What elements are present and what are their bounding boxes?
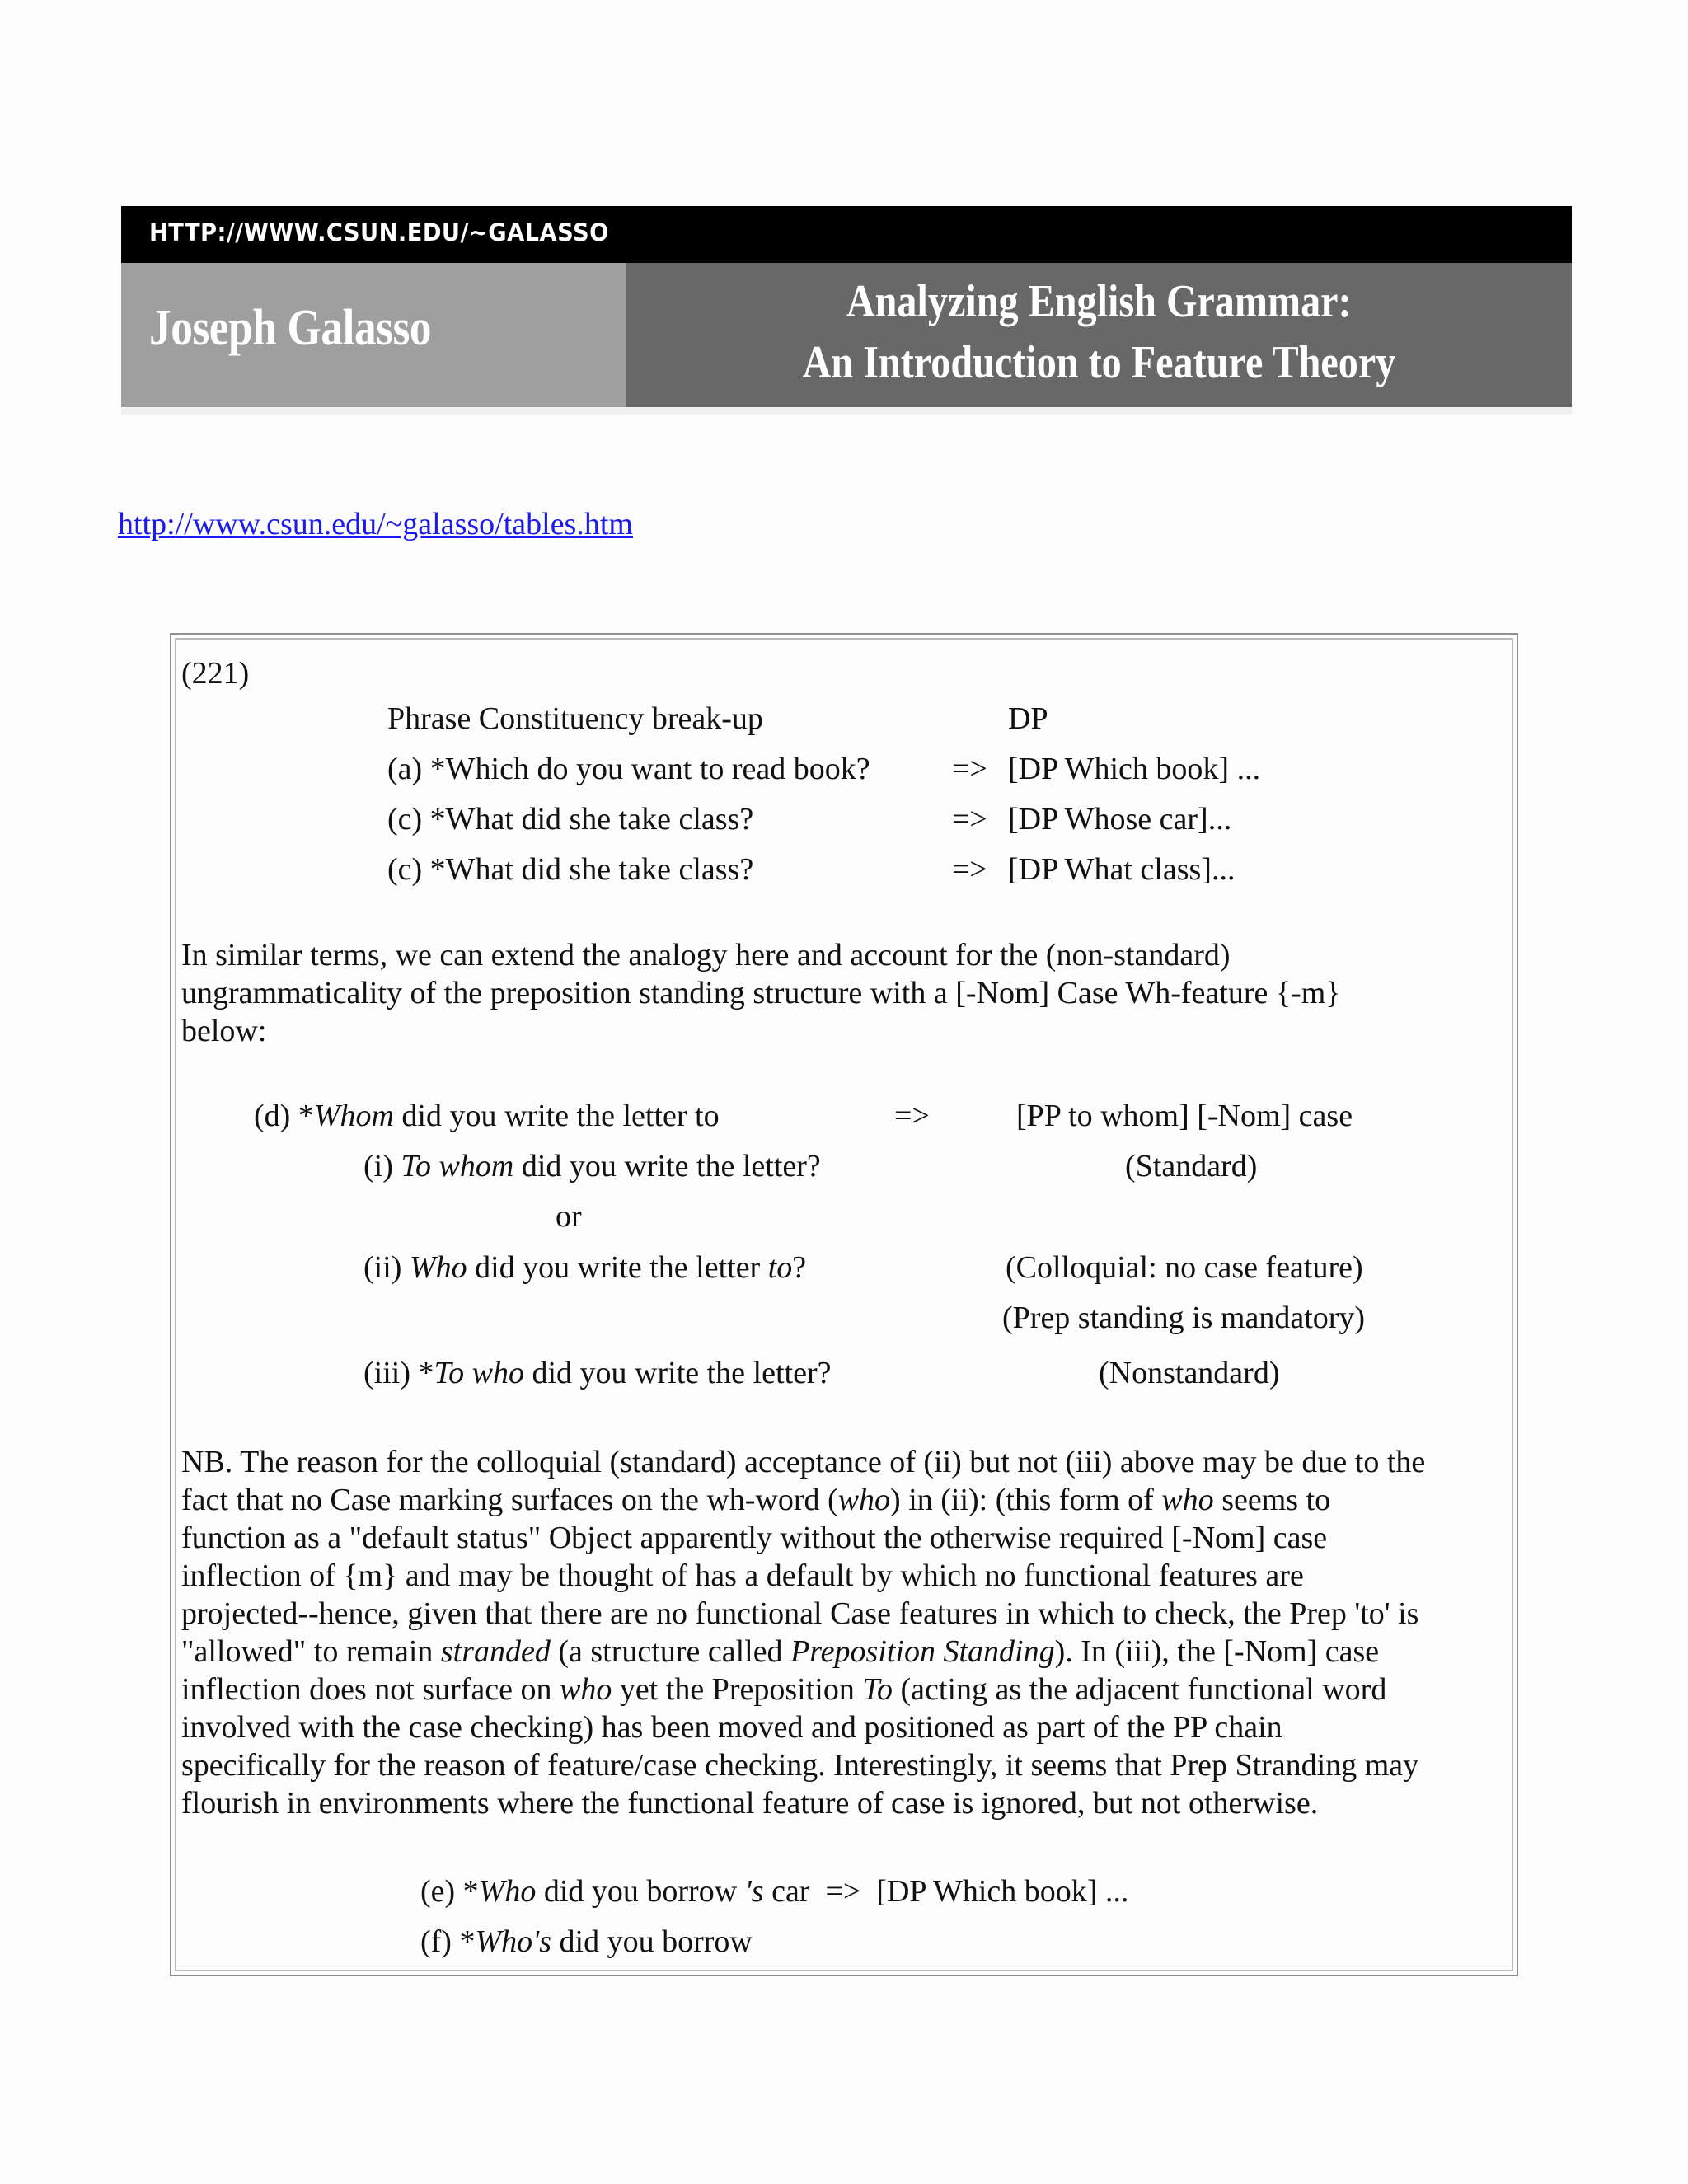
example-e-rest: car => [DP Which book] ... bbox=[763, 1874, 1129, 1909]
site-banner bbox=[121, 206, 1572, 415]
row-c1-sentence: (c) *What did she take class? bbox=[387, 802, 754, 837]
nb-l7d: To bbox=[862, 1672, 893, 1707]
example-ii-mid: did you write the letter bbox=[467, 1250, 768, 1285]
example-ii-sentence bbox=[363, 1249, 806, 1286]
nb-l7e: (acting as the adjacent functional word bbox=[893, 1672, 1387, 1707]
nb-line-1: NB. The reason for the colloquial (standard) acceptance of (ii) but not (iii) above may be due to the bbox=[181, 1445, 1426, 1479]
nb-line-6 bbox=[181, 1633, 1425, 1671]
example-number: (221) bbox=[181, 656, 250, 691]
or-label: or bbox=[556, 1199, 582, 1234]
example-ii-prefix: (ii) bbox=[363, 1250, 410, 1285]
example-e-sentence bbox=[420, 1872, 1128, 1910]
nb-l6b: stranded bbox=[440, 1634, 551, 1669]
nb-line-5: projected--hence, given that there are no functional Case features in which to check, the Prep 'to' is bbox=[181, 1596, 1419, 1631]
nb-line-3: function as a "default status" Object apparently without the otherwise required [-Nom] case bbox=[181, 1521, 1328, 1555]
row-c1-arrow: => bbox=[952, 802, 987, 837]
banner-author-panel bbox=[121, 263, 626, 407]
example-e-italic-2: 's bbox=[744, 1874, 764, 1909]
example-i-prefix: (i) bbox=[363, 1149, 401, 1183]
example-iii-note: (Nonstandard) bbox=[1099, 1356, 1280, 1390]
example-ii-note: (Colloquial: no case feature) bbox=[1006, 1250, 1363, 1285]
intro-line-1: In similar terms, we can extend the analogy here and account for the (non-standard) bbox=[181, 938, 1231, 972]
example-f-rest: did you borrow bbox=[551, 1924, 753, 1959]
nb-l2b: who bbox=[837, 1483, 891, 1517]
author-name: Joseph Galasso bbox=[149, 300, 432, 356]
nb-l7a: inflection does not surface on bbox=[181, 1672, 560, 1707]
column-header-left: Phrase Constituency break-up bbox=[387, 701, 763, 736]
example-d-rest: did you write the letter to bbox=[393, 1099, 720, 1133]
nb-line-4: inflection of {m} and may be thought of has a default by which no functional features are bbox=[181, 1558, 1304, 1593]
intro-line-2: ungrammaticality of the preposition standing structure with a [-Nom] Case Wh-feature {-m} bbox=[181, 976, 1341, 1010]
book-title-line-2: An Introduction to Feature Theory bbox=[802, 337, 1396, 388]
nb-line-8: involved with the case checking) has been moved and positioned as part of the PP chain bbox=[181, 1710, 1282, 1745]
nb-line-9: specifically for the reason of feature/case checking. Interestingly, it seems that Prep Stranding may bbox=[181, 1748, 1419, 1783]
banner-title-panel bbox=[626, 263, 1572, 407]
example-d-prefix: (d) * bbox=[254, 1099, 314, 1133]
nb-line-7 bbox=[181, 1671, 1425, 1708]
example-i-rest: did you write the letter? bbox=[513, 1149, 821, 1183]
example-d-italic: Whom bbox=[313, 1099, 394, 1133]
example-f-prefix: (f) * bbox=[420, 1924, 476, 1959]
example-d-arrow: => bbox=[894, 1099, 930, 1133]
row-c1-result: [DP Whose car]... bbox=[1008, 802, 1232, 837]
intro-paragraph bbox=[181, 936, 1341, 1050]
example-ii-italic-2: to bbox=[767, 1250, 793, 1285]
example-iii-rest: did you write the letter? bbox=[523, 1356, 832, 1390]
example-e-mid: did you borrow bbox=[536, 1874, 745, 1909]
tables-page-link[interactable]: http://www.csun.edu/~galasso/tables.htm bbox=[118, 507, 633, 541]
row-a-sentence: (a) *Which do you want to read book? bbox=[387, 752, 870, 786]
nb-l2d: who bbox=[1161, 1483, 1214, 1517]
example-e-prefix: (e) * bbox=[420, 1874, 479, 1909]
row-a-arrow: => bbox=[952, 752, 987, 786]
example-ii-italic: Who bbox=[409, 1250, 467, 1285]
book-title bbox=[626, 271, 1572, 393]
nb-line-2 bbox=[181, 1481, 1425, 1519]
nb-l6c: (a structure called bbox=[550, 1634, 791, 1669]
nb-l7b: who bbox=[560, 1672, 612, 1707]
banner-url-text: HTTP://WWW.CSUN.EDU/~GALASSO bbox=[149, 218, 609, 246]
example-iii-sentence bbox=[363, 1354, 831, 1392]
example-d-result: [PP to whom] [-Nom] case bbox=[1016, 1099, 1353, 1133]
banner-url-bar bbox=[121, 206, 1572, 263]
intro-line-3: below: bbox=[181, 1014, 267, 1048]
example-e-italic: Who bbox=[478, 1874, 537, 1909]
nb-l2a: fact that no Case marking surfaces on the wh-word ( bbox=[181, 1483, 838, 1517]
row-c2-result: [DP What class]... bbox=[1008, 852, 1236, 887]
example-ii-note-2: (Prep standing is mandatory) bbox=[1002, 1301, 1366, 1335]
example-iii-italic: To who bbox=[434, 1356, 524, 1390]
row-a-result: [DP Which book] ... bbox=[1008, 752, 1261, 786]
nb-l6a: "allowed" to remain bbox=[181, 1634, 441, 1669]
nb-l2c: ) in (ii): (this form of bbox=[890, 1483, 1162, 1517]
example-i-note: (Standard) bbox=[1125, 1149, 1258, 1183]
nb-l7c: yet the Preposition bbox=[612, 1672, 863, 1707]
nb-l6e: ). In (iii), the [-Nom] case bbox=[1054, 1634, 1380, 1669]
nb-paragraph bbox=[181, 1443, 1425, 1822]
row-c2-sentence: (c) *What did she take class? bbox=[387, 852, 754, 887]
example-d-sentence bbox=[254, 1097, 720, 1135]
example-f-italic: Who's bbox=[475, 1924, 552, 1959]
nb-l6d: Preposition Standing bbox=[790, 1634, 1055, 1669]
column-header-right: DP bbox=[1008, 701, 1048, 736]
example-f-sentence bbox=[420, 1923, 753, 1961]
example-ii-end: ? bbox=[792, 1250, 807, 1285]
book-title-line-1: Analyzing English Grammar: bbox=[846, 276, 1352, 327]
nb-line-10: flourish in environments where the functional feature of case is ignored, but not otherwise. bbox=[181, 1786, 1319, 1821]
nb-l2e: seems to bbox=[1213, 1483, 1331, 1517]
example-i-italic: To whom bbox=[401, 1149, 514, 1183]
example-i-sentence bbox=[363, 1147, 821, 1185]
example-iii-prefix: (iii) * bbox=[363, 1356, 434, 1390]
row-c2-arrow: => bbox=[952, 852, 987, 887]
